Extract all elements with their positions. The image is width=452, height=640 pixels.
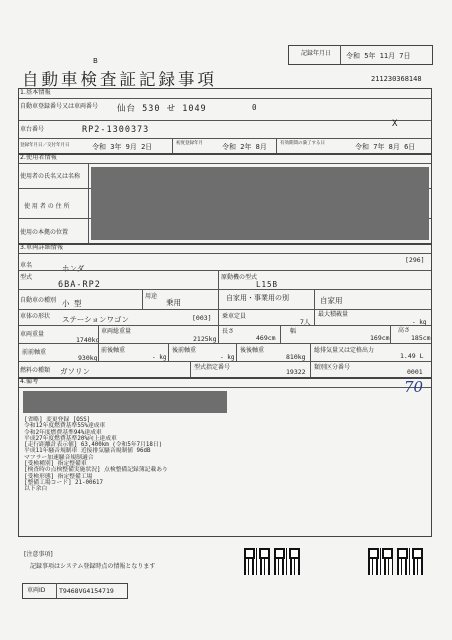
remarks-line: [検査時の点検整備実施状況] 点検整備記録簿記載あり (24, 467, 168, 474)
qr-code-2 (274, 548, 300, 575)
reg-date-value: 令和 3年 9月 2日 (92, 143, 153, 151)
remarks-line: [整備工場コード] 21-00617 (24, 479, 103, 486)
category-label: 類別区分番号 (314, 364, 351, 371)
user-info-heading: 2.使用者情報 (20, 154, 57, 161)
document-title: 自動車検査証記録事項 (22, 70, 217, 89)
model-label: 型式 (20, 274, 33, 281)
chassis-mark: X (392, 119, 398, 129)
body-shape-label: 車体の形状 (20, 313, 51, 320)
chassis-number-value: RP2-1300373 (82, 125, 150, 135)
remarks-line: 以下余白 (24, 486, 48, 493)
business-value: 自家用 (320, 296, 343, 305)
qr-code-3 (368, 548, 393, 575)
vehicle-info-heading: 3.車両詳細情報 (20, 244, 64, 251)
body-shape-code: [003] (192, 314, 212, 322)
remarks-line: 平成11年騒音規制車 近接排気騒音規制値 96dB (24, 448, 151, 455)
use-value: 乗用 (166, 298, 181, 307)
header-letter: B (93, 57, 98, 65)
vehicle-kind-label: 自動車の種別 (20, 297, 57, 304)
first-reg-value: 令和 2年 8月 (222, 143, 267, 151)
redacted-user-info (91, 167, 429, 240)
make-label: 車名 (20, 262, 33, 269)
remarks-line: [受検形態] 指定整備工場 (24, 473, 93, 480)
remarks-heading: 4.備考 (20, 378, 39, 385)
fuel-label: 燃料の種類 (20, 367, 51, 374)
capacity-label: 乗車定員 (222, 313, 247, 320)
reg-number-value: 仙台 530 せ 1049 (117, 104, 207, 114)
use-label: 用途 (145, 293, 158, 300)
notice-title: [注意事項] (24, 551, 53, 558)
front-front-axle-value: 930kg (78, 354, 98, 362)
engine-value: L15B (256, 280, 279, 289)
reg-number-suffix: 0 (252, 103, 257, 112)
basic-info-heading: 1.基本情報 (20, 89, 51, 96)
length-label: 長さ (222, 328, 235, 335)
max-load-value: - kg (412, 319, 427, 326)
user-address-label: 使 用 者 の 住 所 (24, 203, 70, 210)
qr-code-4 (397, 548, 423, 575)
gross-weight-label: 車両総重量 (101, 328, 132, 335)
handwritten-note: 70 (404, 378, 424, 396)
height-label: 高さ (398, 327, 411, 334)
remarks-list (24, 417, 168, 493)
rear-front-axle-value: - kg (220, 354, 235, 361)
front-rear-axle-value: - kg (152, 354, 167, 361)
business-label: 自家用・事業用の別 (226, 294, 289, 302)
reg-date-label: 登録年月日／交付年月日 (20, 143, 70, 148)
base-location-label: 使用の本拠の位置 (20, 229, 69, 236)
fuel-value: ガソリン (60, 367, 90, 376)
rear-rear-axle-value: 810kg (286, 353, 306, 361)
displacement-value: 1.49 L (400, 352, 424, 360)
make-code: [296] (405, 256, 425, 264)
remarks-line: [省略] 変更登録 [OSS] (24, 417, 91, 423)
first-reg-label: 初度登録年月 (176, 141, 203, 146)
redacted-remarks (23, 391, 227, 413)
width-value: 169cm (370, 334, 390, 342)
rear-front-axle-label: 後前軸重 (172, 347, 197, 354)
front-front-axle-label: 前前軸重 (22, 349, 47, 356)
remarks-line: 令和2年度燃費基準94%達成車 (24, 429, 102, 436)
document-number: 211230368148 (371, 75, 422, 83)
capacity-value: 7人 (300, 318, 311, 326)
displacement-label: 総排気量又は定格出力 (314, 347, 375, 354)
designation-value: 19322 (286, 368, 306, 376)
make-value: ホンダ (62, 264, 85, 273)
width-label: 幅 (290, 328, 297, 335)
qr-code-1 (244, 548, 270, 575)
notice-text: 記録事項はシステム登録時点の情報となります (30, 563, 156, 570)
remarks-line: [走行距離計表示値] 63,400km (令和5年7月18日) (24, 442, 163, 449)
reg-number-label: 自動車登録番号又は車両番号 (20, 103, 99, 110)
body-shape-value: ステーションワゴン (62, 315, 130, 324)
vehicle-weight-value: 1740kg (76, 336, 100, 344)
rear-rear-axle-label: 後後軸重 (240, 347, 265, 354)
chassis-number-label: 車台番号 (20, 126, 45, 133)
length-value: 469cm (256, 334, 276, 342)
record-date-value: 令和 5年 11月 7日 (346, 52, 411, 60)
remarks-line: 令和12年度燃費基準55%達成車 (24, 423, 106, 430)
max-load-label: 最大積載量 (318, 311, 349, 318)
expiry-label: 有効期間の満了する日 (280, 141, 325, 146)
category-value: 0001 (407, 368, 423, 376)
remarks-line: [受検種別] 指定整備車 (24, 461, 87, 468)
designation-label: 型式指定番号 (194, 364, 231, 371)
model-value: 6BA-RP2 (58, 280, 101, 290)
vehicle-weight-label: 車両重量 (20, 331, 45, 338)
record-date-label: 記録年月日 (301, 50, 332, 57)
vehicle-id-label: 車両ID (27, 587, 46, 594)
height-value: 185cm (411, 334, 431, 342)
gross-weight-value: 2125kg (193, 335, 217, 343)
front-rear-axle-label: 前後軸重 (101, 347, 126, 354)
remarks-line: マフラー加速騒音規制適合 (24, 454, 94, 461)
vehicle-id-value: T9468VG4154719 (59, 587, 114, 595)
vehicle-kind-value: 小 型 (62, 299, 82, 308)
user-name-label: 使用者の氏名又は名称 (20, 173, 81, 180)
remarks-line: 平成27年度燃費基準20%向上達成車 (24, 435, 117, 442)
engine-label: 原動機の型式 (221, 274, 258, 281)
expiry-value: 令和 7年 8月 6日 (355, 143, 416, 151)
